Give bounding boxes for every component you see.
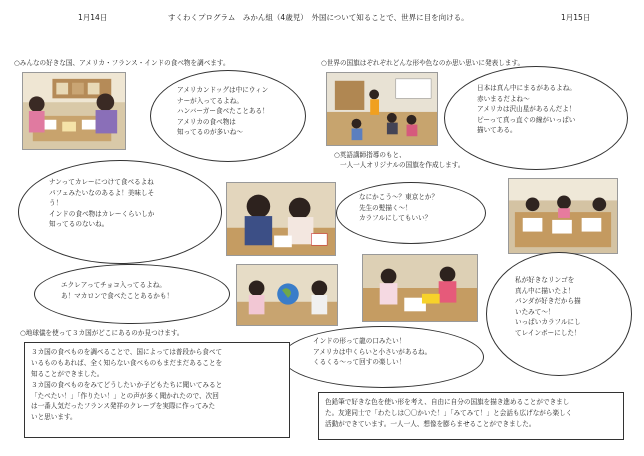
english-note-line: ○英語講師指導のもと、 (334, 151, 406, 159)
reflection-box-flags (318, 392, 624, 440)
bubble-line: くるくる～って回すの楽しい！ (313, 358, 406, 367)
box-line: 色鉛筆で好きな色を使い形を考え、自由に自分の国旗を描き進めることができまし (325, 398, 570, 406)
bubble-line: 知ってるのないね。 (49, 220, 109, 229)
photo-flag-making (508, 178, 618, 254)
bubble-line: インドの形って龍の口みたい！ (313, 337, 406, 345)
photo-globe (236, 264, 338, 326)
reflection-box-food (24, 342, 290, 438)
globe-note: ○地球儀を使って３カ国がどこにあるのか見つけます。 (20, 329, 184, 337)
speech-bubble-india (282, 326, 484, 388)
bubble-line: いたみて～！ (515, 307, 555, 316)
box-line: ３カ国の食べものを調べることで、国によっては普段から食べて (31, 348, 223, 356)
date-right: 1月15日 (561, 13, 591, 22)
bubble-line: カラフルにしてもいい？ (359, 214, 432, 223)
bubble-line: パフェみたいなのあるよ！美味しそ (49, 188, 155, 197)
english-note (334, 150, 464, 170)
box-line: た。友達同士で「わたしは〇〇かいた！」「みてみて！」と会話も広げながら楽しく (325, 408, 573, 417)
bubble-line: あ！マカロンで食べたことあるかも！ (61, 291, 174, 300)
bubble-line: パンダが好きだから描 (515, 297, 581, 306)
bubble-line: アメリカは中くらいと小さいがあるね。 (313, 347, 432, 356)
box-line: いるものもあれば、全く知らない食べものもまだまだあることを (31, 358, 223, 367)
bubble-line: エクレアってチョコ入ってるよね。 (61, 281, 166, 289)
speech-bubble-drawing (336, 182, 486, 244)
english-note-line: 一人一人オリジナルの国旗を作成します。 (340, 161, 465, 170)
photo-classroom (326, 72, 438, 146)
bubble-line: 描いてある。 (477, 126, 517, 135)
bubble-line: 真ん中に描いたよ！ (515, 286, 575, 295)
box-line: は一番人気だったフランス発祥のクレープを実際に作ってみた (31, 402, 216, 411)
bubble-line: なにかこう～？東京とか？ (359, 193, 439, 201)
bubble-line: 私が好きなリンゴを (515, 276, 575, 284)
right-intro: ○世界の国旗はぞれぞれどんな形や色なのか思い思いに発表します。 (321, 59, 525, 67)
date-left: 1月14日 (78, 13, 108, 22)
box-line: いと思います。 (31, 413, 77, 422)
photo-children-cards (226, 182, 336, 256)
speech-bubble-american-food (150, 70, 306, 162)
bubble-line: アメリカンドッグは中にウィン (177, 86, 269, 94)
bubble-line: う！ (49, 199, 63, 208)
bubble-line: いっぱいカラフルにし (515, 318, 581, 327)
speech-bubble-apple (486, 252, 632, 376)
bubble-line: アメリカは沢山星があるんだよ！ (477, 105, 576, 114)
bubble-line: アメリカの食べ物は (177, 117, 236, 126)
speech-bubble-eclair (34, 264, 230, 324)
bubble-line: ナンってカレーにつけて食べるよね (49, 178, 154, 186)
photo-food-cards (22, 72, 126, 150)
bubble-line: ナーが入ってるよね。 (177, 96, 243, 105)
bubble-line: 赤いまるだよね～ (477, 94, 530, 103)
box-line: 知ることができました。 (31, 369, 104, 378)
photo-drawing-flags (362, 254, 478, 322)
bubble-line: 日本は真ん中にまるがあるよね。 (477, 84, 576, 92)
bubble-line: ピーって真っ直ぐの線がいっぱい (477, 115, 576, 124)
box-line: 活動ができています。一人一人、想像を膨らませることができました。 (325, 419, 536, 428)
bubble-line: てレインボーにした！ (515, 328, 581, 337)
left-intro: ○みんなの好きな国、アメリカ・フランス・インドの食べ物を調べます。 (14, 59, 230, 67)
speech-bubble-curry (18, 160, 222, 264)
bubble-line: ハンバーガー食べたことある！ (177, 107, 269, 116)
bubble-line: インドの食べ物はカレーくらいしか (49, 209, 155, 218)
bubble-line: 先生の髪描く～！ (359, 203, 412, 212)
speech-bubble-japan-flag (444, 66, 628, 170)
page-title: すくわくプログラム みかん組（4歳児） 外国について知ることで、世界に目を向ける。 (168, 13, 469, 22)
box-line: 「たべたい！」「作りたい！」との声が多く聞かれたので、次回 (31, 391, 219, 400)
bubble-line: 知ってるのが多いね～ (177, 128, 243, 137)
box-line: ３カ国の食べものをみてどうしたいか子どもたちに聞いてみると (31, 380, 223, 389)
